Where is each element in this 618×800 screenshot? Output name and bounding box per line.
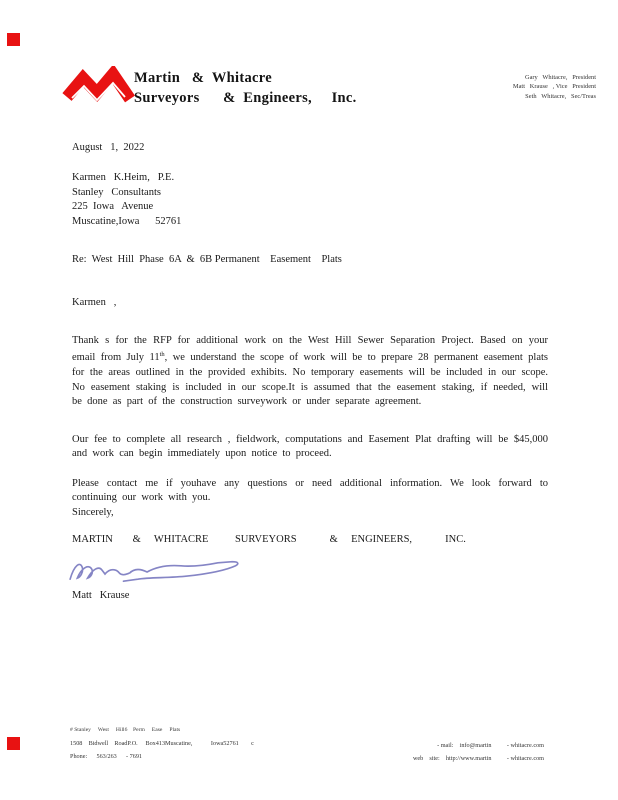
- subject-line: Re: West Hill Phase 6A & 6B Permanent Easement Plats: [72, 254, 342, 265]
- officer-line: Gary Whitacre, President: [524, 74, 596, 81]
- company-name-line2: Surveyors & Engineers, Inc.: [134, 90, 357, 106]
- paragraph-2: Our fee to complete all research , fieldwork, computations and Easement Plat drafting will be $45,000 and work can begin immediately upon notice to proceed.: [72, 433, 548, 460]
- closing-line: Sincerely,: [72, 507, 114, 518]
- recipient-city: Muscatine,Iowa 52761: [72, 215, 182, 227]
- red-corner-mark-bottom: [7, 737, 20, 750]
- paragraph-1: [72, 334, 548, 411]
- company-logo-icon: [62, 66, 136, 113]
- footer-address: 1508 Bidwell RoadP.O. Box413Muscatine, Iowa52761 c: [70, 740, 254, 747]
- company-name-line1: Martin & Whitacre: [134, 70, 272, 86]
- red-corner-mark-top: [7, 33, 20, 46]
- recipient-block: [72, 171, 181, 229]
- officers-list: [513, 73, 596, 101]
- recipient-name: Karmen K.Heim, P.E.: [72, 172, 175, 183]
- signer-name: Matt Krause: [72, 590, 130, 601]
- recipient-company: Stanley Consultants: [72, 186, 161, 198]
- footer-tags-line: # Stanley West Hill6 Perm Ease Plats: [70, 727, 181, 733]
- footer-website: web site: http://www.martin - whitacre.com: [412, 755, 544, 762]
- company-caps-line: MARTIN & WHITACRE SURVEYORS & ENGINEERS, INC.: [72, 534, 466, 545]
- salutation: Karmen ,: [72, 297, 117, 308]
- officer-line: Seth Whitacre, Sec/Treas: [525, 92, 596, 100]
- superscript-th: th: [159, 351, 165, 359]
- officer-line: Matt Krause , Vice President: [512, 83, 596, 91]
- footer-phone: Phone: 563/263 - 7691: [70, 753, 143, 760]
- recipient-street: 225 Iowa Avenue: [72, 201, 154, 213]
- paragraph-1-text-b: , we understand the scope of work will be to prepare 28 permanent easement plats for the areas outlined in the provided exhibits. No temporary easements will be included in our scope. No easement staking is included in our scope.It is assumed that the easement staking, if needed, will be done as part of the construction surveywork or under separate agreement.: [72, 352, 548, 408]
- paragraph-1-text-a: Thank s for the RFP for additional work on the West Hill Sewer Separation Project. Based on your email from July 11: [72, 334, 548, 364]
- footer-email: - mail: info@martin - whitacre.com: [437, 742, 544, 749]
- date-line: August 1, 2022: [72, 142, 145, 153]
- paragraph-3: Please contact me if youhave any questions or need additional information. We look forward to continuing our work with you.: [72, 477, 548, 504]
